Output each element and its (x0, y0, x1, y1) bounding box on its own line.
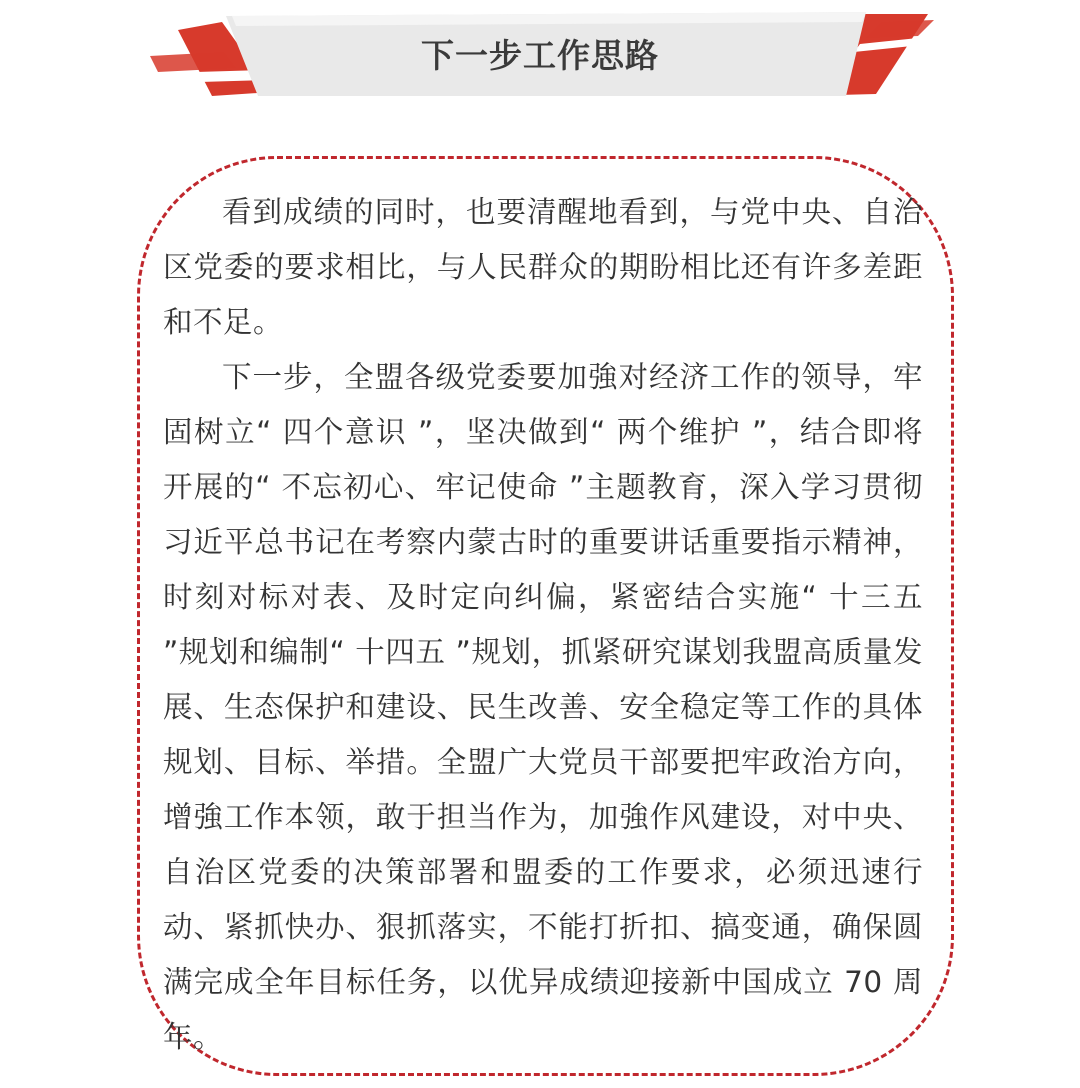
article-body (163, 185, 923, 1065)
title-banner (0, 0, 1080, 110)
paragraph-1: 看到成绩的同时，也要清醒地看到，与党中央、自治区党委的要求相比，与人民群众的期盼相比还有许多差距和不足。 (163, 195, 923, 339)
paragraph-2: 下一步，全盟各级党委要加強对经济工作的领导，牢固树立“ 四个意识 ”，坚决做到“ 两个维护 ”，结合即将开展的“ 不忘初心、牢记使命 ”主题教育，深入学习贯彻习近平总书记在考察内蒙古时的重要讲话重要指示精神，时刻对标对表、及时定向纠偏，紧密结合实施“ 十三五 ”规划和编制“ 十四五 ”规划，抓紧研究谋划我盟高质量发展、生态保护和建设、民生改善、安全稳定等工作的具体规划、目标、举措。全盟广大党员干部要把牢政治方向，增強工作本领，敢于担当作为，加強作风建设，对中央、自治区党委的决策部署和盟委的工作要求，必须迅速行动、紧抓快办、狠抓落实，不能打折扣、搞变通，确保圆满完成全年目标任务，以优异成绩迎接新中国成立 70 周年。 (163, 360, 923, 1054)
page-title: 下一步工作思路 (421, 36, 659, 75)
